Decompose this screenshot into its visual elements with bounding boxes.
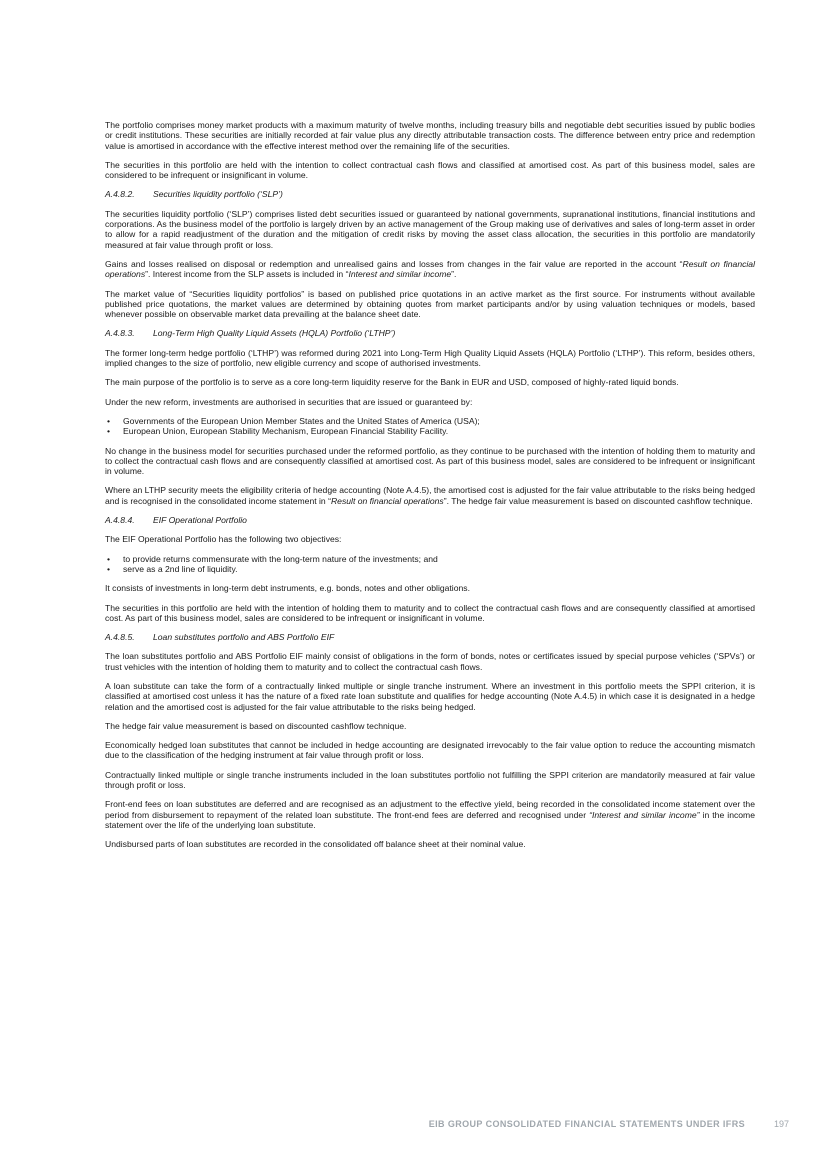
paragraph: [105, 799, 755, 830]
emphasis-text: Result on financial operations: [330, 495, 444, 506]
list-item: • to provide returns commensurate with the long-term nature of the investments; and: [105, 554, 755, 564]
bullet-list: [105, 554, 755, 575]
text-run: Gains and losses realised on disposal or redemption and unrealised gains and losses from changes in the fair value are reported in the account “: [105, 258, 683, 269]
bullet-list: [105, 416, 755, 437]
text-run: ”. Interest income from the SLP assets is included in “: [145, 269, 349, 280]
paragraph: The market value of “Securities liquidity portfolios” is based on published price quotations in an active market as the first source. For instruments without available published price quotations, the market values are determined by obtaining quotes from market participants and/or by using valuation techniques or models, based whenever possible on observable market data prevailing at the balance sheet date.: [105, 288, 755, 320]
section-number: A.4.8.5.: [105, 632, 135, 643]
paragraph: Under the new reform, investments are authorised in securities that are issued or guaranteed by:: [105, 396, 473, 407]
section-heading: [105, 632, 755, 642]
paragraph: Economically hedged loan substitutes that cannot be included in hedge accounting are designated irrevocably to the fair value option to reduce the accounting mismatch due to the classification of the hedging instrument at fair value through profit or loss.: [105, 740, 755, 761]
paragraph: The portfolio comprises money market products with a maximum maturity of twelve months, including treasury bills and negotiable debt securities issued by public bodies or credit institutions. These securities are initially recorded at fair value plus any directly attributable transaction costs. The difference between entry price and redemption value is amortised in accordance with the effective interest method over the remaining life of the securities.: [105, 120, 755, 151]
section-title: EIF Operational Portfolio: [153, 515, 247, 526]
paragraph: No change in the business model for securities purchased under the reformed portfolio, as they continue to be purchased with the intention of holding them to maturity and to collect the contractual cash flows and are consequently classified at amortised cost. As part of this business model, sales are considered to be infrequent or insignificant in volume.: [105, 445, 755, 477]
text-run: Where an LTHP security meets the eligibility criteria of hedge accounting (Note A.4.5), the amortised cost is adjusted for the fair value attributable to the risks being hedged and is recognised in the consolidated income statement in “: [105, 485, 755, 506]
paragraph: The hedge fair value measurement is based on discounted cashflow technique.: [105, 720, 407, 731]
emphasis-text: Result on financial operations: [105, 258, 755, 280]
footer-title: EIB GROUP CONSOLIDATED FINANCIAL STATEMENTS UNDER IFRS: [428, 1119, 745, 1129]
section-title: Securities liquidity portfolio (‘SLP’): [153, 189, 283, 200]
paragraph: The securities liquidity portfolio (‘SLP’) comprises listed debt securities issued or guaranteed by national governments, supranational institutions, financial institutions and corporations. As the business model of the portfolio is largely driven by an active management of the Group making use of derivatives and sales of long-term asset in order to allow for a rapid readjustment of the duration and the mitigation of credit risks by moving the asset class allocation, the securities in this portfolio are mandatorily measured at fair value through profit or loss.: [105, 208, 755, 250]
paragraph: Undisbursed parts of loan substitutes are recorded in the consolidated off balance sheet at their nominal value.: [105, 839, 526, 850]
section-number: A.4.8.3.: [105, 328, 135, 339]
document-body: [105, 120, 755, 859]
paragraph: Contractually linked multiple or single tranche instruments included in the loan substitutes portfolio not fulfilling the SPPI criterion are mandatorily measured at fair value through profit or loss.: [105, 769, 755, 791]
list-item: • serve as a 2nd line of liquidity.: [105, 564, 755, 574]
paragraph: The securities in this portfolio are held with the intention of holding them to maturity and to collect the contractual cash flows and are consequently classified at amortised cost. As part of this business model, sales are considered to be infrequent or insignificant in volume.: [105, 602, 755, 623]
section-number: A.4.8.2.: [105, 189, 135, 200]
paragraph: A loan substitute can take the form of a contractually linked multiple or single tranche instrument. Where an investment in this portfolio meets the SPPI criterion, it is classified at amortised cost unless it has the nature of a fixed rate loan substitute and qualifies for hedge accounting (Note A.4.5) in which case it is designated in a hedge relation and the amortised cost is adjusted for the fair value attributable to the risks being hedged.: [105, 680, 755, 712]
emphasis-text: Interest and similar income: [348, 269, 452, 280]
list-item: • European Union, European Stability Mechanism, European Financial Stability Facility.: [105, 426, 755, 436]
page-number: 197: [773, 1119, 789, 1129]
section-number: A.4.8.4.: [105, 515, 135, 526]
paragraph: The EIF Operational Portfolio has the following two objectives:: [105, 534, 342, 545]
paragraph: [105, 485, 755, 506]
paragraph: The loan substitutes portfolio and ABS Portfolio EIF mainly consist of obligations in the form of bonds, notes or certificates issued by special purpose vehicles (‘SPVs’) or trust vehicles with the intention of holding them to maturity and to collect the contractual cash flows.: [105, 651, 755, 672]
text-run: in the income statement over the life of the underlying loan substitute.: [105, 809, 755, 830]
section-title: Loan substitutes portfolio and ABS Portfolio EIF: [153, 632, 335, 643]
paragraph: It consists of investments in long-term debt instruments, e.g. bonds, notes and other obligations.: [105, 583, 470, 594]
emphasis-text: “Interest and similar income”: [589, 809, 700, 820]
text-run: Front-end fees on loan substitutes are deferred and are recognised as an adjustment to the effective yield, being recorded in the consolidated income statement over the period from disbursement to repayment of the related loan substitute. The front-end fees are deferred and recognised under: [105, 799, 755, 820]
paragraph: The main purpose of the portfolio is to serve as a core long-term liquidity reserve for the Bank in EUR and USD, composed of highly-rated liquid bonds.: [105, 377, 679, 388]
paragraph: The former long-term hedge portfolio (‘LTHP’) was reformed during 2021 into Long-Term High Quality Liquid Assets (HQLA) Portfolio (‘LTHP’). This reform, besides others, implied changes to the size of portfolio, new eligible currency and scope of authorised investments.: [105, 347, 755, 369]
section-title: Long-Term High Quality Liquid Assets (HQLA) Portfolio (‘LTHP’): [153, 328, 396, 339]
section-heading: [105, 515, 755, 525]
text-run: ”.: [451, 269, 457, 280]
section-heading: [105, 328, 755, 338]
text-run: ”. The hedge fair value measurement is based on discounted cashflow technique.: [443, 495, 753, 506]
paragraph: The securities in this portfolio are held with the intention to collect contractual cash flows and classified at amortised cost. As part of this business model, sales are considered to be infrequent or insignificant in volume.: [105, 159, 755, 181]
section-heading: [105, 189, 755, 199]
paragraph: [105, 259, 755, 280]
list-item: • Governments of the European Union Member States and the United States of America (USA);: [105, 416, 755, 426]
